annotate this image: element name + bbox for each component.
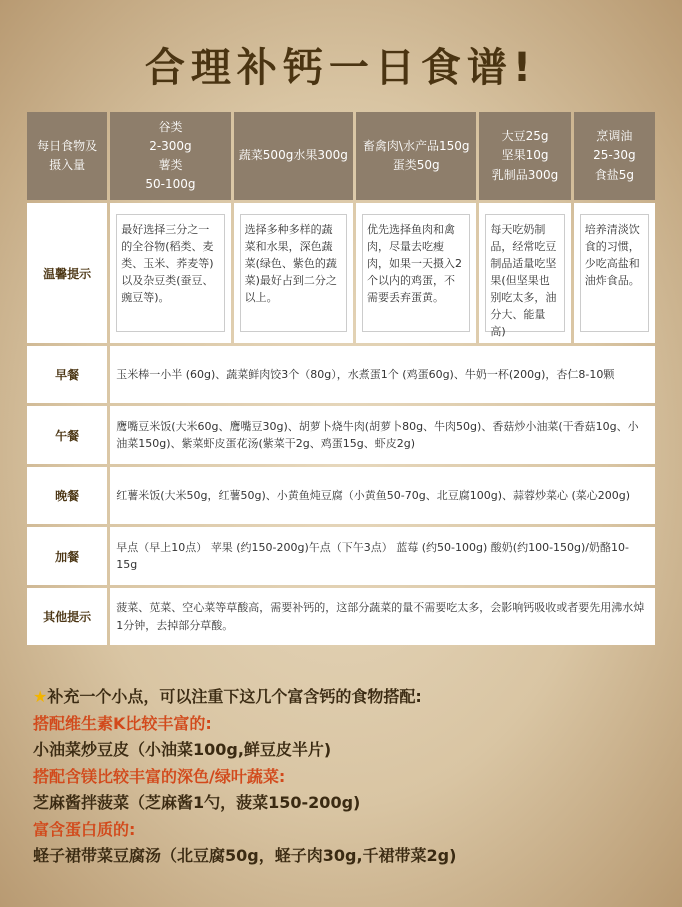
meal-text: 红薯米饭(大米50g，红薯50g)、小黄鱼炖豆腐（小黄鱼50-70g、北豆腐100g)、蒜蓉炒菜心 (菜心200g) [110,467,655,524]
meal-label: 其他提示 [27,588,107,645]
header-label: 每日食物及 摄入量 [27,112,107,200]
meal-text: 鹰嘴豆米饭(大米60g、鹰嘴豆30g)、胡萝卜烧牛肉(胡萝卜80g、牛肉50g)、香菇炒小油菜(干香菇10g、小油菜150g)、紫菜虾皮蛋花汤(紫菜干2g、鸡蛋15g、虾皮2g) [110,406,655,464]
meal-label: 早餐 [27,346,107,403]
tip-cell: 最好选择三分之一的全谷物(稻类、麦类、玉米、荞麦等)以及杂豆类(蚕豆、豌豆等)。 [110,203,230,343]
tip-cell: 培养清淡饮食的习惯，少吃高盐和油炸食品。 [574,203,655,343]
pairing-category: 富含蛋白质的: [33,819,136,839]
meal-row-dinner [27,467,655,524]
header-row [27,112,655,200]
pairing-section [33,684,653,870]
header-dairy: 大豆25g 坚果10g 乳制品300g [479,112,570,200]
meal-label: 加餐 [27,527,107,585]
header-vegetables: 蔬菜500g水果300g [234,112,353,200]
meal-row-snack [27,527,655,585]
meal-row-breakfast [27,346,655,403]
header-oil: 烹调油 25-30g 食盐5g [574,112,655,200]
tip-cell: 每天吃奶制品，经常吃豆制品适量吃坚果(但坚果也别吃太多，油分大、能量高) [479,203,570,343]
header-meat: 畜禽肉\水产品150g 蛋类50g [356,112,476,200]
tips-row [27,203,655,343]
meal-label: 午餐 [27,406,107,464]
meal-row-lunch [27,406,655,464]
tip-cell: 优先选择鱼肉和禽肉，尽量去吃瘦肉，如果一天摄入2个以内的鸡蛋，不需要丢弃蛋黄。 [356,203,476,343]
pairing-dish: 小油菜炒豆皮（小油菜100g,鲜豆皮半片) [33,740,332,759]
header-grains: 谷类 2-300g 薯类 50-100g [110,112,230,200]
diet-table [24,109,658,648]
meal-label: 晚餐 [27,467,107,524]
meal-text: 早点（早上10点） 苹果 (约150-200g)午点（下午3点） 蓝莓 (约50-100g) 酸奶(约100-150g)/奶酪10-15g [110,527,655,585]
star-icon: ★ [33,687,48,706]
tips-label: 温馨提示 [27,203,107,343]
pairing-dish: 芝麻酱拌菠菜（芝麻酱1勺，菠菜150-200g) [33,793,361,812]
pairing-dish: 蛏子裙带菜豆腐汤（北豆腐50g，蛏子肉30g,千裙带菜2g) [33,846,457,865]
meal-text: 菠菜、苋菜、空心菜等草酸高，需要补钙的，这部分蔬菜的量不需要吃太多，会影响钙吸收或者要先用沸水焯1分钟，去掉部分草酸。 [110,588,655,645]
page-title: 合理补钙一日食谱! [144,45,538,91]
meal-text: 玉米棒一小半 (60g)、蔬菜鲜肉饺3个（80g），水煮蛋1个 (鸡蛋60g)、牛奶一杯(200g)，杏仁8-10颗 [110,346,655,403]
meal-row-other [27,588,655,645]
pairing-category: 搭配含镁比较丰富的深色/绿叶蔬菜: [33,766,286,786]
pairing-category: 搭配维生素K比较丰富的: [33,713,212,733]
tip-cell: 选择多种多样的蔬菜和水果，深色蔬菜(绿色、紫色的蔬菜)最好占到二分之以上。 [234,203,353,343]
pairing-intro: ★补充一个小点，可以注重下这几个富含钙的食物搭配: [33,687,422,706]
